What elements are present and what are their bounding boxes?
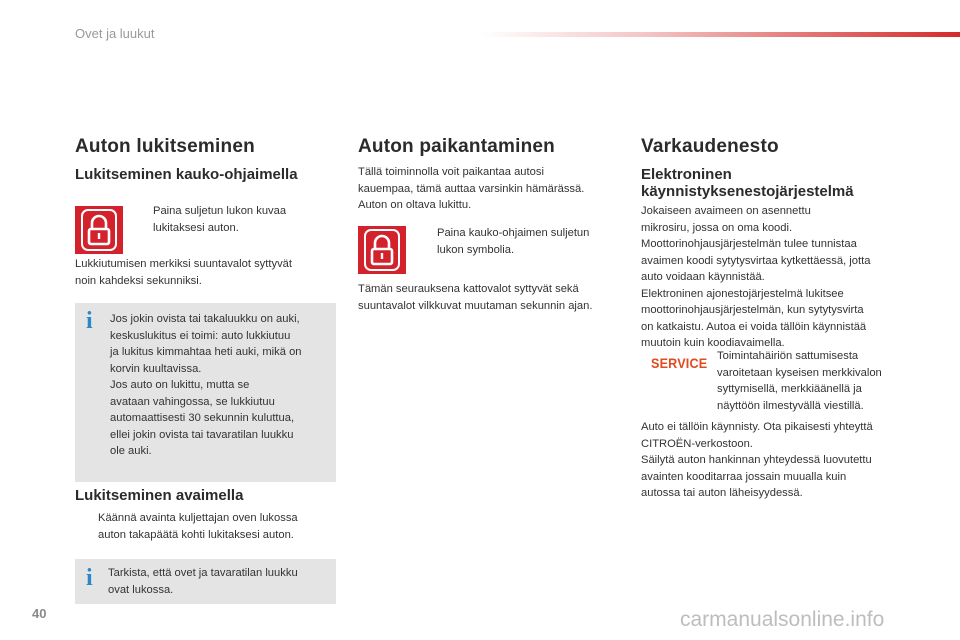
- service-text: Toimintahäiriön sattumisesta varoitetaan kyseisen merkkivalon syttymisellä, merkkiäänellä ja näyttöön ilmestyvällä viestillä.: [717, 350, 882, 412]
- lock-button-icon: [75, 206, 123, 254]
- col2-title: Auton paikantaminen: [358, 136, 555, 157]
- watermark: carmanualsonline.info: [680, 608, 885, 631]
- col1-title: Auton lukitseminen: [75, 136, 255, 157]
- service-warning-icon: SERVICE: [651, 355, 708, 371]
- check-note-text: Tarkista, että ovet ja tavaratilan luukku ovat lukossa.: [108, 567, 298, 596]
- section-title: Ovet ja luukut: [75, 26, 155, 41]
- immobiliser-heading: Elektroninen käynnistyksenestojärjestelmä: [641, 166, 854, 200]
- col3-title: Varkaudenesto: [641, 136, 779, 157]
- immobiliser-text: Jokaiseen avaimeen on asennettu mikrosiru, jossa on oma koodi. Moottorinohjausjärjestelmän tulee tunnistaa avaimen koodi sytytysvirtaa kytkettäessä, jotta auto voidaan käynnistää. Elektroninen ajonestojärjestelmä lukitsee moottorinohjausjärjestelmän, kun sytytysvirta on katkaistu. Autoa ei voida tällöin käynnistää muutoin kuin koodiavaimella.: [641, 205, 871, 349]
- lock-button-icon: [358, 226, 406, 274]
- page-number: 40: [32, 606, 47, 621]
- check-note-box: [75, 559, 336, 604]
- info-note-box: [75, 303, 336, 482]
- key-lock-heading: Lukitseminen avaimella: [75, 487, 244, 504]
- header-accent-bar: [480, 32, 960, 37]
- info-note-text: Jos jokin ovista tai takaluukku on auki, keskuslukitus ei toimi: auto lukkiutuu ja lukitus kimmahtaa heti auki, mikä on korvin kuultavissa. Jos auto on lukittu, mutta se avataan vahingossa, se lukkiutuu automaattisesti 30 sekunnin kuluttua, ellei jokin ovista tai tavaratilan luukku ole auki.: [110, 313, 302, 457]
- network-text: Auto ei tällöin käynnisty. Ota pikaisesti yhteyttä CITROËN-verkostoon.: [641, 421, 873, 450]
- info-icon: i: [86, 565, 93, 591]
- locate-intro: Tällä toiminnolla voit paikantaa autosi kauempaa, tämä auttaa varsinkin hämärässä. Auton on oltava lukittu.: [358, 166, 585, 211]
- keep-code-text: Säilytä auton hankinnan yhteydessä luovutettu avainten kooditarraa jossain muualla kuin autossa tai auton läheisyydessä.: [641, 454, 872, 499]
- locate-result: Tämän seurauksena kattovalot syttyvät sekä suuntavalot vilkkuvat muutaman sekunnin ajan.: [358, 283, 593, 312]
- blink-text: Lukkiutumisen merkiksi suuntavalot syttyvät noin kahdeksi sekunniksi.: [75, 258, 292, 287]
- info-icon: i: [86, 308, 93, 334]
- key-lock-step: Käännä avainta kuljettajan oven lukossa auton takapäätä kohti lukitaksesi auton.: [98, 512, 298, 541]
- remote-lock-heading: Lukitseminen kauko-ohjaimella: [75, 166, 298, 183]
- locate-step: Paina kauko-ohjaimen suljetun lukon symbolia.: [437, 227, 590, 256]
- remote-lock-step: Paina suljetun lukon kuvaa lukitaksesi auton.: [153, 205, 287, 234]
